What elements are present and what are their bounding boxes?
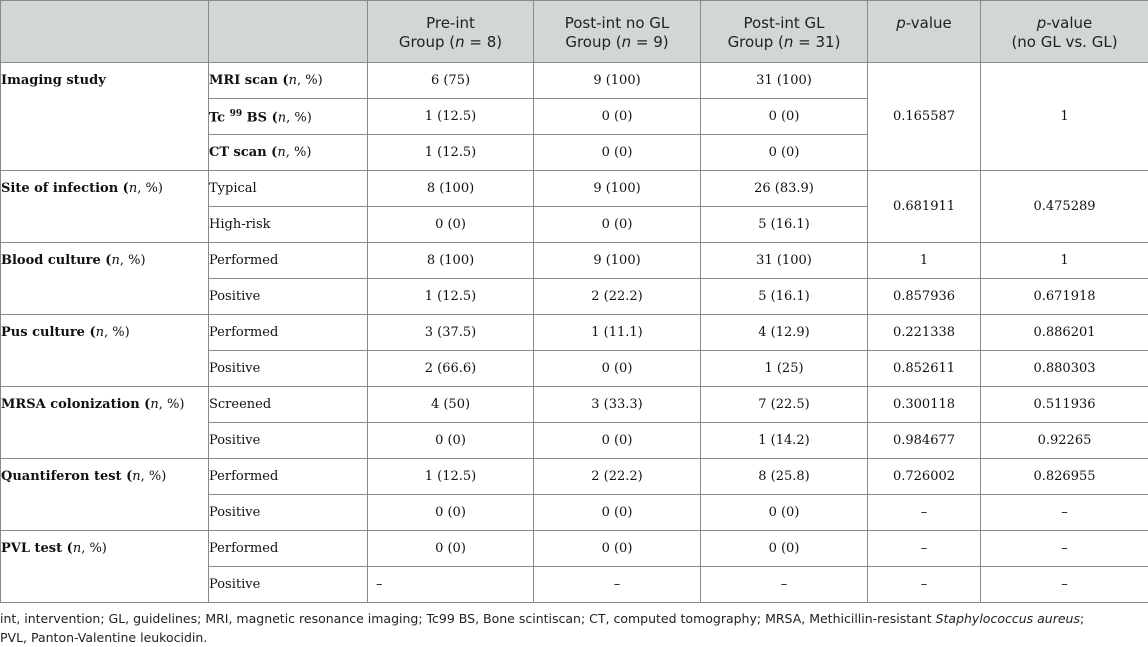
cell-mri-gl: 31 (100) — [701, 63, 868, 99]
cell-highrisk-gl: 5 (16.1) — [701, 207, 868, 243]
cell-mrsa-positive-nogl: 0 (0) — [534, 423, 701, 459]
cell-tc-gl: 0 (0) — [701, 99, 868, 135]
row-label-ct: CT scan (n, %) — [209, 135, 368, 171]
cell-quant-performed-pre: 1 (12.5) — [368, 459, 534, 495]
cell-blood-performed-p: 1 — [868, 243, 981, 279]
cell-quant-positive-pre: 0 (0) — [368, 495, 534, 531]
cell-blood-positive-nogl: 2 (22.2) — [534, 279, 701, 315]
row-label-pus-performed: Performed — [209, 315, 368, 351]
cell-blood-performed-p2: 1 — [981, 243, 1148, 279]
cell-quant-performed-p2: 0.826955 — [981, 459, 1148, 495]
row-label-quant-performed: Performed — [209, 459, 368, 495]
header-empty-1 — [1, 1, 209, 63]
table-row — [1, 243, 1148, 279]
cell-blood-performed-pre: 8 (100) — [368, 243, 534, 279]
cell-blood-performed-nogl: 9 (100) — [534, 243, 701, 279]
cell-quant-performed-gl: 8 (25.8) — [701, 459, 868, 495]
cell-blood-positive-p2: 0.671918 — [981, 279, 1148, 315]
cell-ct-gl: 0 (0) — [701, 135, 868, 171]
row-label-tc99: Tc $^{99}$ BS (n, %) — [209, 99, 368, 135]
header-post-int-no-gl: Post-int no GL Group (n = 9) — [534, 1, 701, 63]
cell-pus-performed-nogl: 1 (11.1) — [534, 315, 701, 351]
cell-pvl-positive-nogl: – — [534, 567, 701, 603]
cell-imaging-p: 0.165587 — [868, 63, 981, 171]
row-label-pvl-positive: Positive — [209, 567, 368, 603]
row-category-pus: Pus culture (n, %) — [1, 315, 209, 387]
row-category-blood: Blood culture (n, %) — [1, 243, 209, 315]
cell-mrsa-screened-p2: 0.511936 — [981, 387, 1148, 423]
cell-pus-performed-p2: 0.886201 — [981, 315, 1148, 351]
table-footnote: int, intervention; GL, guidelines; MRI, magnetic resonance imaging; Tc99 BS, Bone scintiscan; CT, computed tomography; MRSA, Methicillin-resistant Staphylococcus aureus; PVL, Panton-Valentine leukocidin. — [0, 611, 1085, 645]
row-label-mrsa-positive: Positive — [209, 423, 368, 459]
cell-pvl-positive-gl: – — [701, 567, 868, 603]
cell-ct-pre: 1 (12.5) — [368, 135, 534, 171]
cell-mrsa-positive-p: 0.984677 — [868, 423, 981, 459]
cell-pvl-performed-p2: – — [981, 531, 1148, 567]
header-row — [1, 1, 1148, 63]
cell-pvl-performed-pre: 0 (0) — [368, 531, 534, 567]
cell-quant-positive-nogl: 0 (0) — [534, 495, 701, 531]
cell-pvl-positive-pre: – — [368, 567, 534, 603]
cell-pvl-performed-p: – — [868, 531, 981, 567]
cell-quant-performed-p: 0.726002 — [868, 459, 981, 495]
row-label-mrsa-screened: Screened — [209, 387, 368, 423]
cell-pvl-positive-p: – — [868, 567, 981, 603]
cell-mrsa-screened-nogl: 3 (33.3) — [534, 387, 701, 423]
cell-typical-nogl: 9 (100) — [534, 171, 701, 207]
row-label-blood-positive: Positive — [209, 279, 368, 315]
row-category-quantiferon: Quantiferon test (n, %) — [1, 459, 209, 531]
row-category-pvl: PVL test (n, %) — [1, 531, 209, 603]
cell-imaging-p2: 1 — [981, 63, 1148, 171]
cell-blood-positive-gl: 5 (16.1) — [701, 279, 868, 315]
cell-mrsa-positive-gl: 1 (14.2) — [701, 423, 868, 459]
cell-mri-nogl: 9 (100) — [534, 63, 701, 99]
table-row — [1, 459, 1148, 495]
cell-blood-positive-pre: 1 (12.5) — [368, 279, 534, 315]
cell-tc-nogl: 0 (0) — [534, 99, 701, 135]
cell-pus-positive-gl: 1 (25) — [701, 351, 868, 387]
header-p-value-no-gl-vs-gl: p-value (no GL vs. GL) — [981, 1, 1148, 63]
cell-site-p: 0.681911 — [868, 171, 981, 243]
cell-mrsa-screened-gl: 7 (22.5) — [701, 387, 868, 423]
cell-mrsa-positive-pre: 0 (0) — [368, 423, 534, 459]
cell-pvl-performed-gl: 0 (0) — [701, 531, 868, 567]
table-row — [1, 63, 1148, 99]
cell-pus-performed-pre: 3 (37.5) — [368, 315, 534, 351]
table-row — [1, 171, 1148, 207]
row-category-imaging: Imaging study — [1, 63, 209, 171]
row-label-pvl-performed: Performed — [209, 531, 368, 567]
row-label-highrisk: High-risk — [209, 207, 368, 243]
cell-pvl-positive-p2: – — [981, 567, 1148, 603]
header-pre-int: Pre-int Group (n = 8) — [368, 1, 534, 63]
cell-blood-positive-p: 0.857936 — [868, 279, 981, 315]
cell-ct-nogl: 0 (0) — [534, 135, 701, 171]
table-row — [1, 531, 1148, 567]
cell-pus-positive-pre: 2 (66.6) — [368, 351, 534, 387]
row-category-mrsa: MRSA colonization (n, %) — [1, 387, 209, 459]
cell-highrisk-nogl: 0 (0) — [534, 207, 701, 243]
cell-pus-positive-p: 0.852611 — [868, 351, 981, 387]
cell-quant-positive-p2: – — [981, 495, 1148, 531]
cell-quant-positive-p: – — [868, 495, 981, 531]
cell-typical-pre: 8 (100) — [368, 171, 534, 207]
cell-pus-positive-nogl: 0 (0) — [534, 351, 701, 387]
cell-pus-performed-gl: 4 (12.9) — [701, 315, 868, 351]
cell-pvl-performed-nogl: 0 (0) — [534, 531, 701, 567]
cell-mrsa-positive-p2: 0.92265 — [981, 423, 1148, 459]
header-empty-2 — [209, 1, 368, 63]
cell-typical-gl: 26 (83.9) — [701, 171, 868, 207]
table-row — [1, 387, 1148, 423]
cell-tc-pre: 1 (12.5) — [368, 99, 534, 135]
row-label-pus-positive: Positive — [209, 351, 368, 387]
row-label-blood-performed: Performed — [209, 243, 368, 279]
cell-highrisk-pre: 0 (0) — [368, 207, 534, 243]
row-label-typical: Typical — [209, 171, 368, 207]
header-post-int-gl: Post-int GL Group (n = 31) — [701, 1, 868, 63]
cell-pus-positive-p2: 0.880303 — [981, 351, 1148, 387]
row-label-mri: MRI scan (n, %) — [209, 63, 368, 99]
cell-quant-positive-gl: 0 (0) — [701, 495, 868, 531]
cell-blood-performed-gl: 31 (100) — [701, 243, 868, 279]
cell-pus-performed-p: 0.221338 — [868, 315, 981, 351]
row-label-quant-positive: Positive — [209, 495, 368, 531]
cell-mrsa-screened-p: 0.300118 — [868, 387, 981, 423]
row-category-site: Site of infection (n, %) — [1, 171, 209, 243]
table-row — [1, 315, 1148, 351]
cell-mrsa-screened-pre: 4 (50) — [368, 387, 534, 423]
cell-site-p2: 0.475289 — [981, 171, 1148, 243]
header-p-value: p-value — [868, 1, 981, 63]
cell-quant-performed-nogl: 2 (22.2) — [534, 459, 701, 495]
cell-mri-pre: 6 (75) — [368, 63, 534, 99]
